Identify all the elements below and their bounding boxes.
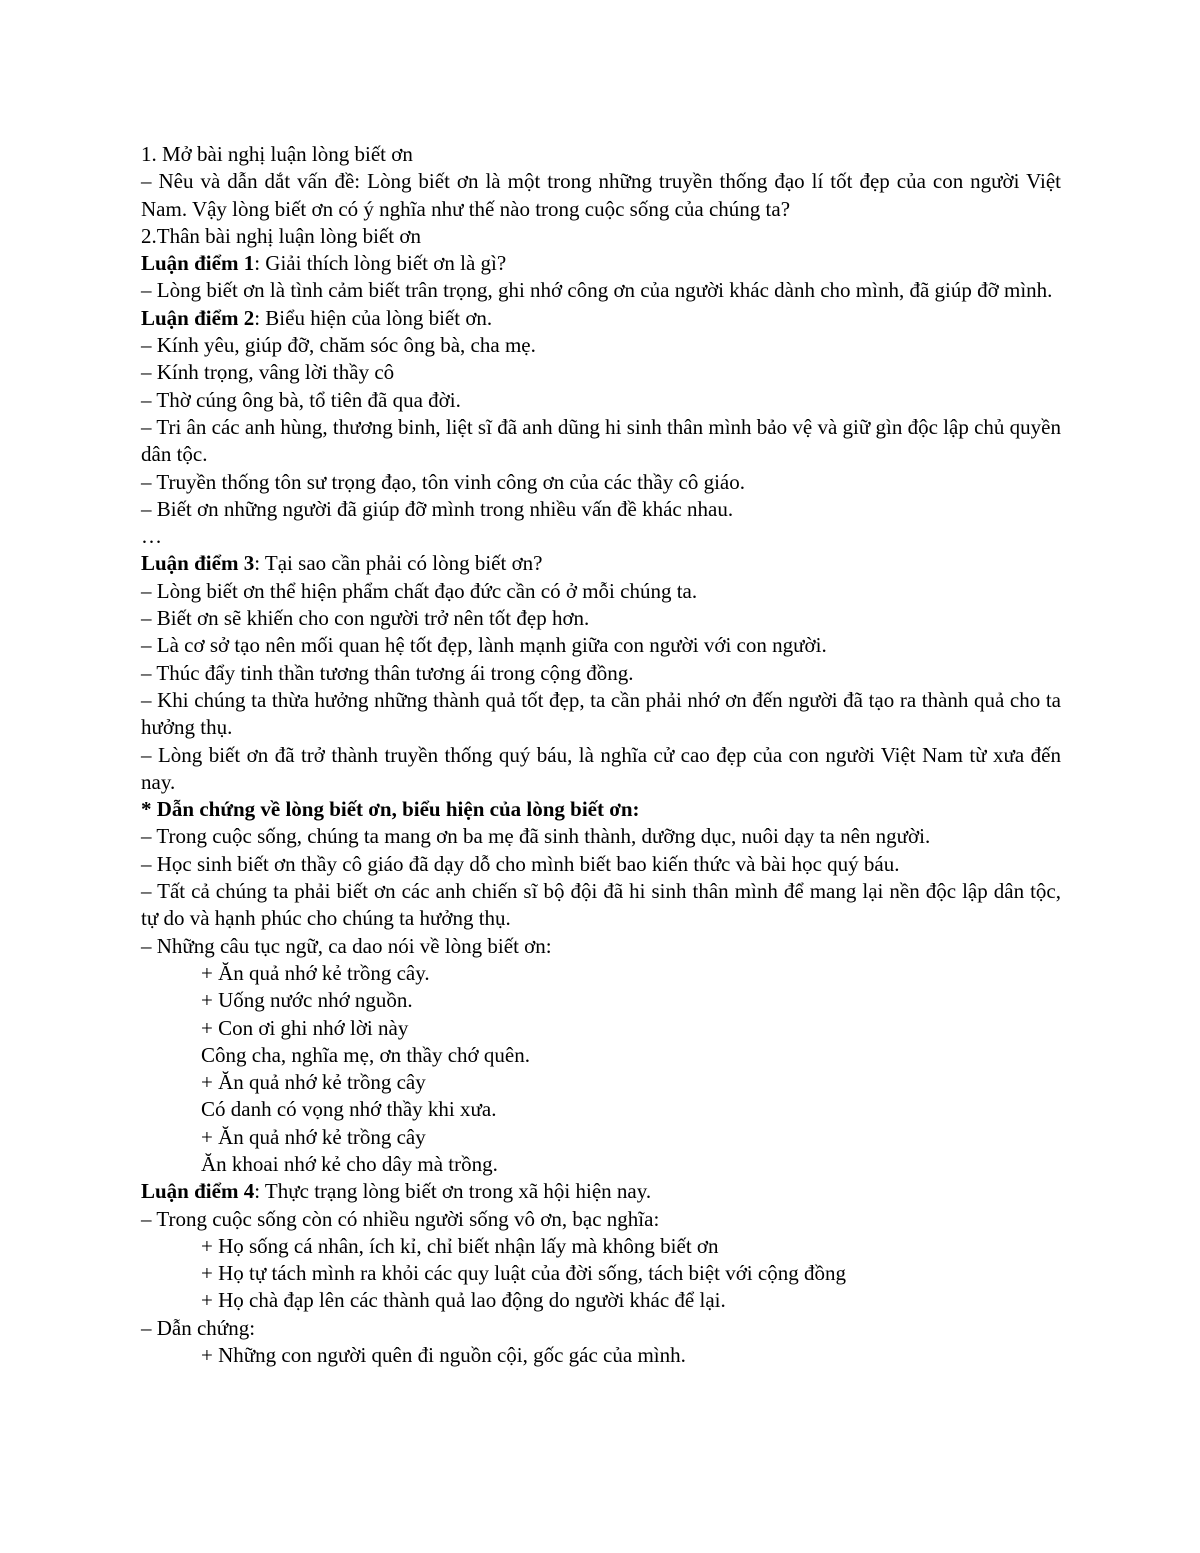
point-2-item: – Tri ân các anh hùng, thương binh, liệt sĩ đã anh dũng hi sinh thân mình bảo vệ và giữ gìn độc lập chủ quyền dân tộc.: [141, 414, 1061, 467]
point-3-item: – Biết ơn sẽ khiến cho con người trở nên tốt đẹp hơn.: [141, 606, 590, 631]
proverb-line: + Ăn quả nhớ kẻ trồng cây.: [201, 960, 430, 985]
evidence-item: – Những câu tục ngữ, ca dao nói về lòng biết ơn:: [141, 933, 552, 958]
evidence-heading-text: * Dẫn chứng về lòng biết ơn, biểu hiện của lòng biết ơn:: [141, 797, 640, 822]
proverb-line: + Con ơi ghi nhớ lời này: [201, 1015, 409, 1040]
point-4-label: Luận điểm 4: [141, 1179, 255, 1204]
point-2-text: : Biểu hiện của lòng biết ơn.: [254, 305, 493, 330]
point-3-item: – Khi chúng ta thừa hưởng những thành quả tốt đẹp, ta cần phải nhớ ơn đến người đã tạo ra thành quả cho ta hưởng thụ.: [141, 687, 1061, 740]
point-2-item: – Truyền thống tôn sư trọng đạo, tôn vinh công ơn của các thầy cô giáo.: [141, 469, 745, 494]
point-3-text: : Tại sao cần phải có lòng biết ơn?: [254, 551, 543, 576]
section-heading-body: 2.Thân bài nghị luận lòng biết ơn: [141, 223, 421, 248]
point-1-heading: [141, 250, 1061, 277]
point-2-item: – Kính trọng, vâng lời thầy cô: [141, 360, 395, 385]
point-1-label: Luận điểm 1: [141, 251, 255, 276]
point-4-item: + Họ chà đạp lên các thành quả lao động do người khác để lại.: [201, 1288, 726, 1313]
point-2-item: – Thờ cúng ông bà, tổ tiên đã qua đời.: [141, 387, 461, 412]
point-3-item: – Thúc đẩy tinh thần tương thân tương ái trong cộng đồng.: [141, 660, 634, 685]
point-2-label: Luận điểm 2: [141, 305, 255, 330]
point-4-heading: [141, 1178, 1061, 1205]
point-3-item: – Là cơ sở tạo nên mối quan hệ tốt đẹp, lành mạnh giữa con người với con người.: [141, 633, 827, 658]
evidence-item: – Tất cả chúng ta phải biết ơn các anh chiến sĩ bộ đội đã hi sinh thân mình để mang lại nền độc lập dân tộc, tự do và hạnh phúc cho chúng ta hưởng thụ.: [141, 879, 1061, 931]
point-3-item: – Lòng biết ơn thể hiện phẩm chất đạo đức cần có ở mỗi chúng ta.: [141, 578, 698, 603]
proverb-line: + Ăn quả nhớ kẻ trồng cây: [201, 1124, 426, 1149]
point-3-item: – Lòng biết ơn đã trở thành truyền thống quý báu, là nghĩa cử cao đẹp của con người Việt Nam từ xưa đến nay.: [141, 742, 1061, 794]
intro-paragraph: – Nêu và dẫn dắt vấn đề: Lòng biết ơn là một trong những truyền thống đạo lí tốt đẹp của con người Việt Nam. Vậy lòng biết ơn có ý nghĩa như thế nào trong cuộc sống của chúng ta?: [141, 169, 1061, 221]
point-2-item: – Biết ơn những người đã giúp đỡ mình trong nhiều vấn đề khác nhau.: [141, 496, 734, 521]
point-1-paragraph: – Lòng biết ơn là tình cảm biết trân trọng, ghi nhớ công ơn của người khác dành cho mình, đã giúp đỡ mình.: [141, 278, 1053, 303]
evidence-item: – Trong cuộc sống, chúng ta mang ơn ba mẹ đã sinh thành, dưỡng dục, nuôi dạy ta nên người.: [141, 824, 931, 849]
evidence-item: – Học sinh biết ơn thầy cô giáo đã dạy dỗ cho mình biết bao kiến thức và bài học quý báu.: [141, 851, 900, 876]
document-page: [141, 141, 1061, 1369]
proverb-line: Công cha, nghĩa mẹ, ơn thầy chớ quên.: [201, 1042, 530, 1067]
point-4-evidence-label: – Dẫn chứng:: [141, 1315, 256, 1340]
proverb-line: Ăn khoai nhớ kẻ cho dây mà trồng.: [201, 1151, 498, 1176]
point-2-heading: [141, 305, 1061, 332]
proverb-line: + Ăn quả nhớ kẻ trồng cây: [201, 1070, 426, 1095]
proverb-line: Có danh có vọng nhớ thầy khi xưa.: [201, 1097, 497, 1122]
proverb-line: + Uống nước nhớ nguồn.: [201, 988, 413, 1013]
section-heading-intro: 1. Mở bài nghị luận lòng biết ơn: [141, 142, 413, 166]
point-2-ellipsis: …: [141, 524, 162, 549]
point-2-item: – Kính yêu, giúp đỡ, chăm sóc ông bà, cha mẹ.: [141, 333, 536, 358]
point-3-heading: [141, 550, 1061, 577]
evidence-heading: [141, 796, 1061, 823]
point-4-evidence-item: + Những con người quên đi nguồn cội, gốc gác của mình.: [201, 1343, 686, 1368]
point-4-intro: – Trong cuộc sống còn có nhiều người sống vô ơn, bạc nghĩa:: [141, 1206, 660, 1231]
point-1-text: : Giải thích lòng biết ơn là gì?: [254, 251, 507, 276]
point-4-item: + Họ sống cá nhân, ích kỉ, chỉ biết nhận lấy mà không biết ơn: [201, 1233, 719, 1258]
point-3-label: Luận điểm 3: [141, 551, 255, 576]
point-4-item: + Họ tự tách mình ra khỏi các quy luật của đời sống, tách biệt với cộng đồng: [201, 1261, 846, 1286]
point-4-text: : Thực trạng lòng biết ơn trong xã hội hiện nay.: [254, 1179, 652, 1204]
